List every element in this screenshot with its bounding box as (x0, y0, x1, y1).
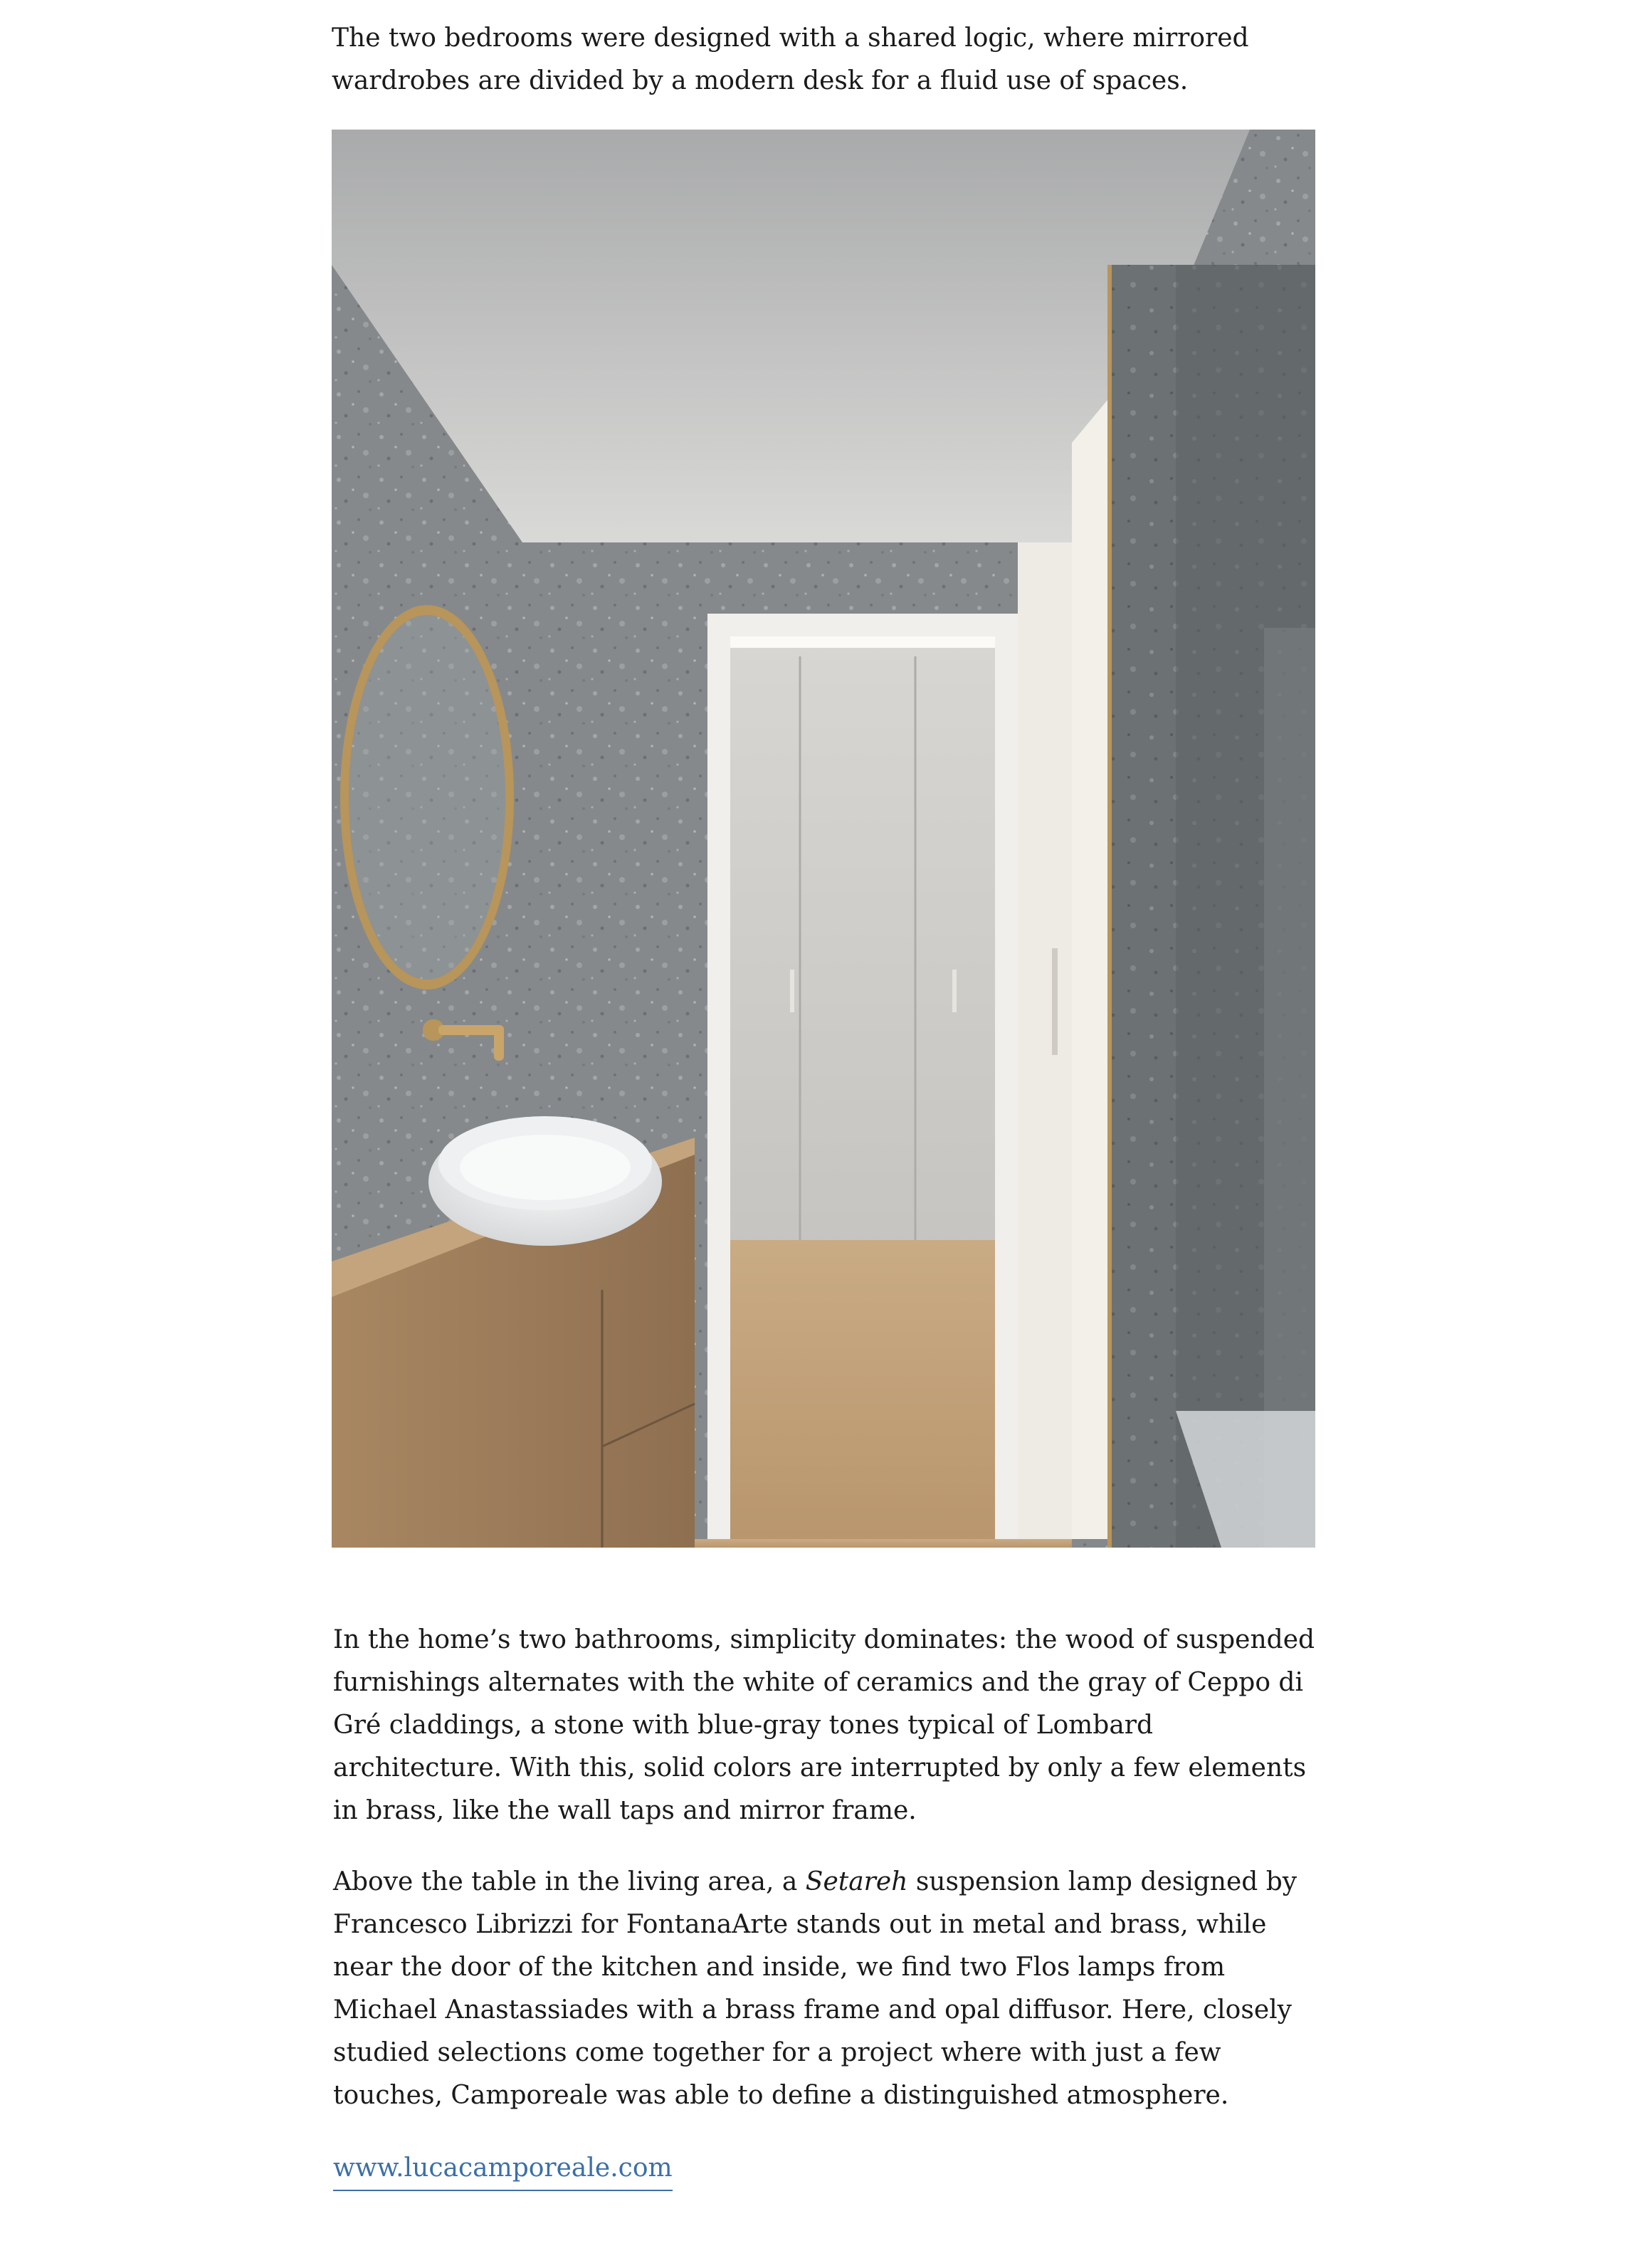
lamp-paragraph-intro: Above the table in the living area, a (333, 1867, 806, 1896)
website-link[interactable]: www.lucacamporeale.com (333, 2147, 673, 2191)
intro-paragraph: The two bedrooms were designed with a shared logic, where mirrored wardrobes are divided by a modern desk for a fluid use of spaces. (332, 23, 1249, 95)
bathroom-paragraph: In the home’s two bathrooms, simplicity dominates: the wood of suspended furnishings alternates with the white of ceramics and the gray of Ceppo di Gré claddings, a stone with blue-gray tones typical of Lombard architecture. With this, solid colors are interrupted by only a few elements in brass, like the wall taps and mirror frame. (333, 1625, 1315, 1825)
bathroom-photo-illustration (332, 130, 1315, 1548)
lamp-paragraph-rest: suspension lamp designed by Francesco Librizzi for FontanaArte stands out in metal and brass, while near the door of the kitchen and inside, we find two Flos lamps from Michael Anastassiades with a brass frame and opal diffusor. Here, closely studied selections come together for a project where with just a few touches, Camporeale was able to define a distinguished atmosphere. (333, 1867, 1298, 2110)
setareh-lamp-name: Setareh (805, 1867, 908, 1896)
bathroom-photo (332, 130, 1315, 1548)
lamp-paragraph (333, 1861, 1318, 2117)
